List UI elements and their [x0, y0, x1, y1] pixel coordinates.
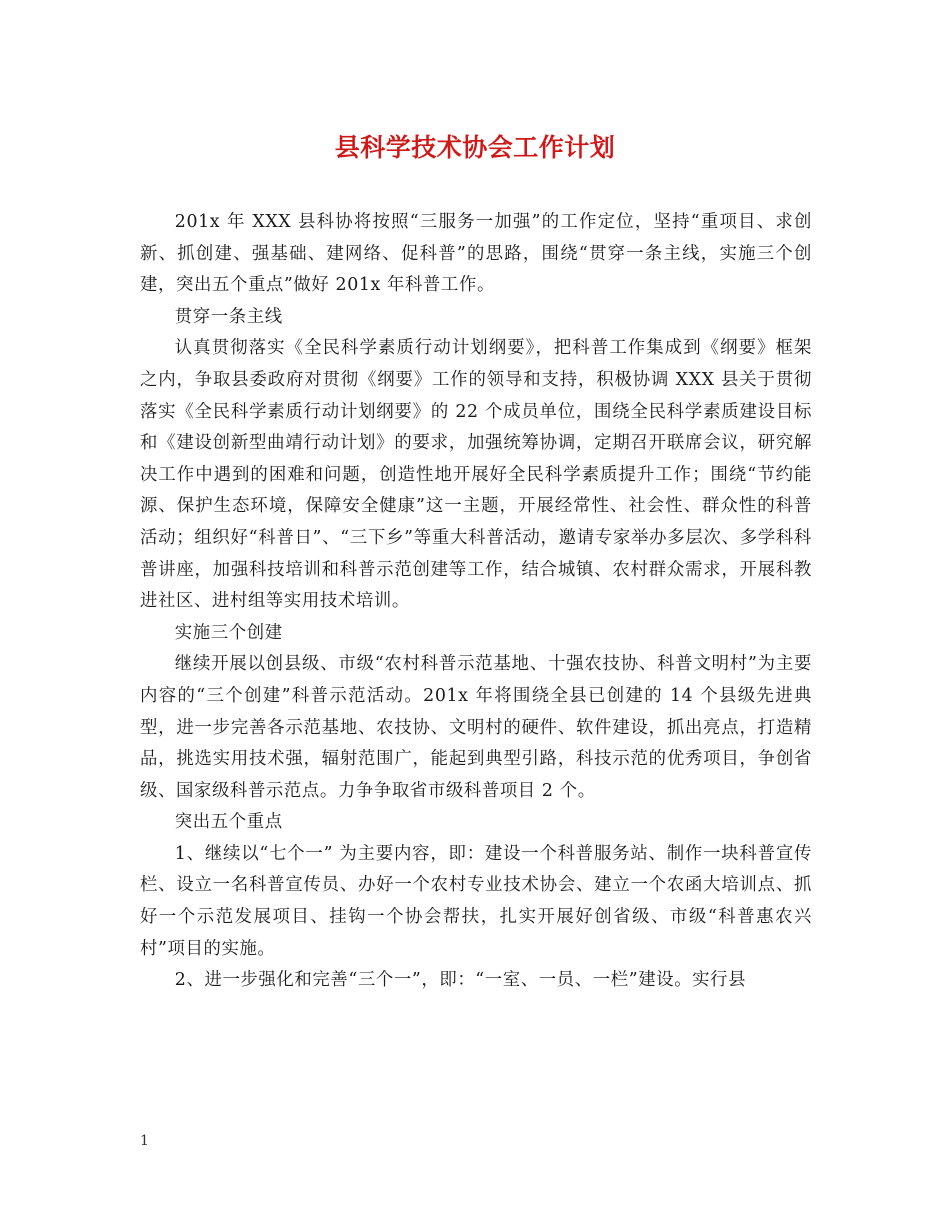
page-number: 1: [140, 1133, 149, 1149]
section-body-main-line: 认真贯彻落实《全民科学素质行动计划纲要》，把科普工作集成到《纲要》框架之内，争取县委政府对贯彻《纲要》工作的领导和支持，积极协调 XXX 县关于贯彻落实《全民科学素质行动计划纲要》的 22 个成员单位，围绕全民科学素质建设目标和《建设创新型曲靖行动计划》的要求，加强统筹协调，定期召开联席会议，研究解决工作中遇到的困难和问题，创造性地开展好全民科学素质提升工作；围绕“节约能源、保护生态环境，保障安全健康”这一主题，开展经常性、社会性、群众性的科普活动；组织好“科普日”、“三下乡”等重大科普活动，邀请专家举办多层次、多学科科普讲座，加强科技培训和科普示范创建等工作，结合城镇、农村群众需求，开展科教进社区、进村组等实用技术培训。: [140, 338, 812, 612]
section-heading-five-priorities: 突出五个重点: [174, 812, 283, 833]
intro-paragraph: 201x 年 XXX 县科协将按照“三服务一加强”的工作定位，坚持“重项目、求创新、抓创建、强基础、建网络、促科普”的思路，围绕“贯穿一条主线，实施三个创建，突出五个重点”做好 201x 年科普工作。: [140, 212, 812, 296]
section-body-three-creations: 继续开展以创县级、市级“农村科普示范基地、十强农技协、科普文明村”为主要内容的“三个创建”科普示范活动。201x 年将围绕全县已创建的 14 个县级先进典型，进一步完善各示范基地、农技协、文明村的硬件、软件建设，抓出亮点，打造精品，挑选实用技术强，辐射范围广，能起到典型引路，科技示范的优秀项目，争创省级、国家级科普示范点。力争争取省市级科普项目 2 个。: [140, 654, 812, 801]
document-title: 县科学技术协会工作计划: [334, 133, 616, 162]
section-heading-three-creations: 实施三个创建: [174, 622, 283, 643]
document-body: [140, 207, 812, 997]
priority-item-2: 2、进一步强化和完善“三个一”，即：“一室、一员、一栏”建设。实行县: [174, 970, 747, 991]
section-heading-main-line: 贯穿一条主线: [174, 306, 283, 327]
priority-item-1: 1、继续以“七个一” 为主要内容，即：建设一个科普服务站、制作一块科普宣传栏、设立一名科普宣传员、办好一个农村专业技术协会、建立一个农函大培训点、抓好一个示范发展项目、挂钩一个协会帮扶，扎实开展好创省级、市级“科普惠农兴村”项目的实施。: [140, 843, 812, 959]
